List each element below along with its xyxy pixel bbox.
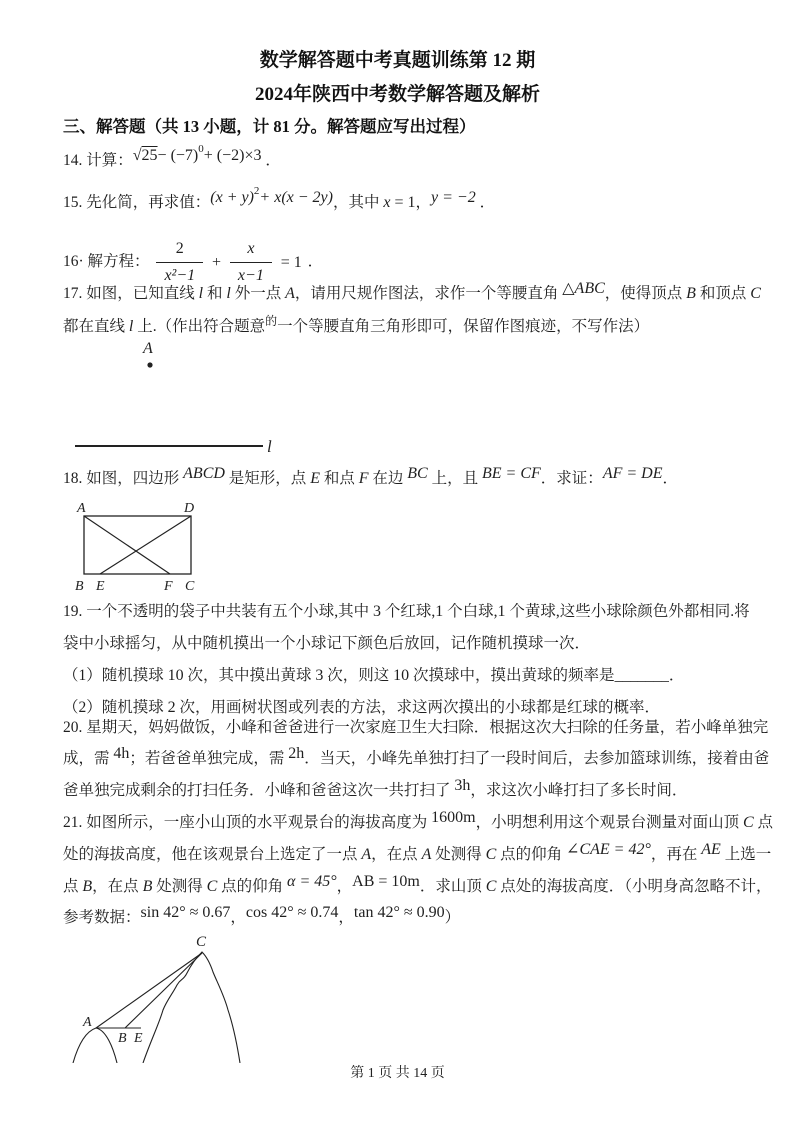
problem-21-line-1 (63, 809, 774, 834)
text-run: 上，且 (427, 470, 482, 487)
label-d: D (184, 501, 195, 516)
text-run: l (226, 285, 231, 302)
label-f: F (164, 579, 173, 594)
label-b: B (75, 579, 84, 594)
text-run: C (742, 814, 754, 831)
text-run: ，其中 (332, 194, 384, 211)
problem-15-line-1 (63, 185, 496, 215)
label-b: B (118, 1031, 127, 1046)
text-run: ， (336, 878, 353, 895)
label-c: C (196, 934, 207, 950)
text-run: AB = 10m (352, 873, 420, 890)
text-run: 爸单独完成剩余的打扫任务．小峰和爸爸这次一共打扫了 (63, 782, 455, 799)
text-run: 处测得 (152, 878, 207, 895)
text-run: A (285, 285, 295, 302)
text-run: 0 (198, 143, 204, 155)
text-run: 和顶点 (695, 285, 751, 302)
problem-21-line-4 (63, 904, 461, 929)
page-title: 数学解答题中考真题训练第 12 期 (259, 50, 536, 71)
text-run: + (−2)×3 (203, 147, 262, 164)
text-run: BC (407, 465, 428, 482)
text-run: B (686, 285, 696, 302)
text-run: A (361, 846, 372, 863)
problem-19-line-1 (63, 601, 750, 623)
text-run: 1 (497, 603, 506, 620)
text-run: ，再在 (650, 846, 702, 863)
text-run: _______ (614, 667, 669, 684)
problem-21-line-3 (63, 873, 772, 898)
sightline-bc (125, 953, 202, 1028)
text-run: tan 42° ≈ 0.90 (353, 904, 445, 921)
text-run: E (310, 470, 320, 487)
text-run: 10 (167, 667, 184, 684)
text-run: 的 (265, 314, 278, 328)
text-run: 上选一 (720, 846, 772, 863)
text-run: 个红球, (381, 603, 436, 620)
text-run: 2 (167, 699, 176, 716)
text-run: AE (701, 841, 721, 858)
text-run: ．求山顶 (419, 878, 486, 895)
text-run: 一个等腰直角三角形即可，保留作图痕迹，不写作法） (277, 318, 650, 335)
text-run: C (750, 285, 761, 302)
figure-18-rectangle (63, 498, 263, 594)
text-run: √ (132, 147, 142, 164)
problem-19-line-4 (63, 697, 660, 719)
segment-af (84, 516, 170, 574)
label-c: C (185, 579, 195, 594)
text-run: − (−7) (157, 147, 199, 164)
text-run: ，请用尺规作图法，求作一个等腰直角 (294, 285, 563, 302)
problem-19-line-2 (63, 633, 590, 655)
text-run: 17. 如图，已知直线 (63, 285, 199, 302)
text-run: + x(x − 2y) (259, 189, 333, 206)
text-run: B (142, 878, 153, 895)
text-run: ，小明想利用这个观景台测量对面山顶 (475, 814, 743, 831)
text-run: F (358, 470, 369, 487)
text-run: 次，用画树状图或列表的方法，求这两次摸出的小球都是红球的概率． (175, 699, 661, 716)
text-run: ） (444, 909, 461, 926)
problem-21-line-2 (63, 841, 772, 866)
figure-21-mountains (63, 930, 323, 1063)
text-run: ．当天，小峰先单独打扫了一段时间后，去参加篮球训练，接着由爸 (304, 750, 770, 767)
text-run: ，使得顶点 (604, 285, 687, 302)
segment-de (100, 516, 191, 574)
text-run: ． (475, 194, 496, 211)
problem-20-line-3 (63, 777, 688, 802)
text-run: 外一点 (230, 285, 286, 302)
text-run: 10 (393, 667, 410, 684)
text-run: 25 (141, 147, 158, 164)
text-run: ∠CAE = 42° (566, 841, 651, 858)
fraction-2-denominator: x−1 (237, 267, 264, 284)
text-run: 是矩形，点 (224, 470, 311, 487)
text-run: 1 (435, 603, 444, 620)
text-run: ， (415, 194, 432, 211)
text-run: ． (668, 667, 685, 684)
text-run: 15. 先化简，再求值： (63, 194, 211, 211)
page-footer: 第 1 页 共 14 页 (350, 1066, 445, 1081)
text-run: 个白球, (443, 603, 498, 620)
line-l-label: l (267, 437, 272, 456)
text-run: 20. 星期天，妈妈做饭，小峰和爸爸进行一次家庭卫生大扫除．根据这次大扫除的任务量，若小峰单独完 (63, 719, 769, 736)
text-run: 处的海拔高度，他在该观景台上选定了一点 (63, 846, 362, 863)
text-run: x (383, 194, 391, 211)
text-run: y = −2 (431, 189, 476, 206)
text-run: ， (338, 909, 354, 926)
text-run: 上.（作出符合题意 (133, 318, 266, 335)
text-run: 点的仰角 (217, 878, 288, 895)
text-run: cos 42° ≈ 0.74 (245, 904, 339, 921)
rectangle-abcd (84, 516, 191, 574)
text-run: ． (261, 152, 281, 169)
text-run: 点 (753, 814, 774, 831)
text-run: 个黄球,这些小球除颜色外都相同.将 (505, 603, 750, 620)
text-run: 19. 一个不透明的袋子中共装有五个小球,其中 (63, 603, 374, 620)
label-e: E (96, 579, 105, 594)
text-run: 成，需 (63, 750, 114, 767)
text-run: α = 45° (287, 873, 337, 890)
text-run: 4h (113, 745, 130, 762)
label-a: A (77, 501, 86, 516)
section-heading: 三、解答题（共 13 小题，计 81 分。解答题应写出过程） (63, 117, 476, 136)
text-run: 21. 如图所示，一座小山顶的水平观景台的海拔高度为 (63, 814, 432, 831)
text-run: △ABC (562, 280, 605, 297)
problem-14-line-1 (63, 143, 281, 173)
text-run: 14. 计算： (63, 152, 133, 169)
text-run: l (198, 285, 204, 302)
text-run: 18. 如图，四边形 (63, 470, 184, 487)
text-run: 次摸球中，摸出黄球的频率是 (409, 667, 615, 684)
problem-16-lead: 解方程： (83, 253, 150, 271)
text-run: ．求证： (540, 470, 603, 487)
point-a-label: A (143, 340, 153, 357)
text-run: ，在点 (371, 846, 422, 863)
text-run: 点 (63, 878, 83, 895)
fraction-2 (230, 238, 272, 287)
problem-20-line-2 (63, 745, 770, 770)
text-run: BE = CF (482, 465, 541, 482)
text-run: ，在点 (92, 878, 143, 895)
problem-16-line-1 (63, 238, 323, 287)
text-run: (x + y) (210, 189, 254, 206)
text-run: 处测得 (431, 846, 486, 863)
text-run: l (128, 318, 134, 335)
text-run: ． (662, 470, 678, 487)
text-run: C (485, 846, 497, 863)
text-run: （2）随机摸球 (63, 699, 168, 716)
text-run: ；若爸爸单独完成，需 (129, 750, 289, 767)
text-run: = 1 (390, 194, 416, 211)
text-run: 1600m (431, 809, 476, 826)
text-run: 2 (253, 185, 260, 197)
problem-20-line-1 (63, 717, 768, 739)
figure-17-construction (63, 338, 363, 458)
problem-17-line-1 (63, 280, 761, 305)
label-e: E (134, 1031, 143, 1046)
text-run: B (82, 878, 93, 895)
text-run: 2h (288, 745, 305, 762)
text-run: 次，则这 (323, 667, 394, 684)
problem-17-line-2 (63, 316, 649, 338)
point-a-dot (147, 362, 152, 367)
page-subtitle: 2024年陕西中考数学解答题及解析 (254, 84, 540, 105)
text-run: 3 (315, 667, 324, 684)
text-run: 参考数据： (63, 909, 141, 926)
text-run: 和 (203, 285, 227, 302)
problem-16-number: 16· (63, 253, 84, 271)
text-run: 袋中小球摇匀，从中随机摸出一个小球记下颜色后放回，记作随机摸球一次． (63, 635, 591, 652)
text-run: 3h (454, 777, 471, 794)
period: ． (307, 253, 324, 271)
label-a: A (83, 1015, 92, 1030)
text-run: 都在直线 (63, 318, 129, 335)
text-run: 点的仰角 (496, 846, 567, 863)
equals-rhs: = 1 (280, 253, 302, 271)
fraction-1 (156, 238, 203, 287)
fraction-1-numerator: 2 (156, 238, 203, 263)
text-run: 和点 (319, 470, 359, 487)
text-run: C (206, 878, 218, 895)
large-mountain-outline (143, 952, 240, 1063)
text-run: ， (230, 909, 246, 926)
problem-18-line-1 (63, 465, 678, 490)
text-run: （1）随机摸球 (63, 667, 168, 684)
text-run: C (485, 878, 497, 895)
text-run: ，求这次小峰打扫了多长时间． (470, 782, 688, 799)
text-run: ABCD (183, 465, 225, 482)
sightline-ac (96, 953, 202, 1028)
text-run: 3 (373, 603, 382, 620)
text-run: sin 42° ≈ 0.67 (140, 904, 231, 921)
text-run: 次，其中摸出黄球 (183, 667, 316, 684)
plus-operator: + (212, 253, 222, 271)
problem-19-line-3 (63, 665, 684, 687)
fraction-2-numerator: x (230, 238, 272, 263)
text-run: 点处的海拔高度．（小明身高忽略不计， (496, 878, 772, 895)
text-run: A (421, 846, 432, 863)
text-run: AF = DE (602, 465, 663, 482)
fraction-1-denominator: x²−1 (164, 267, 196, 284)
small-hill-outline (73, 1028, 117, 1063)
text-run: 在边 (368, 470, 408, 487)
